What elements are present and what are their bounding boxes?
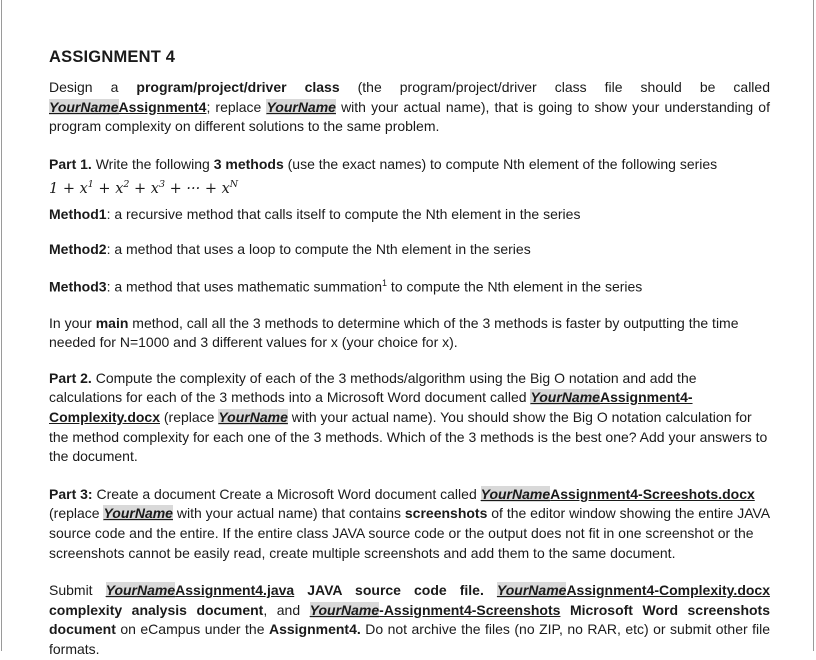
part2-paragraph: Part 2. Compute the complexity of each of the 3 methods/algorithm using the Big O notation and add the calculations for each of the 3 methods into a Microsoft Word document called YourNameAssignment4-Complexity.docx (replace YourName with your actual name). You should show the Big O notation calculation for the method complexity for each one of the 3 methods. Which of the 3 methods is the best one? Add your answers to the document. <box>49 369 768 465</box>
screenshots-filename: YourNameAssignment4-Screeshots.docx <box>480 485 755 502</box>
part1-paragraph: Part 1. Write the following 3 methods (use the exact names) to compute Nth element of the following series <box>49 155 718 172</box>
complexity-filename: YourNameAssignment4-Complexity.docx <box>49 389 693 426</box>
footnote-marker: 1 <box>382 278 388 289</box>
page-title: ASSIGNMENT 4 <box>49 48 176 66</box>
main-method-paragraph: In your main method, call all the 3 methods to determine which of the 3 methods is faster by outputting the time needed for N=1000 and 3 different values for x (your choice for x). <box>49 314 739 351</box>
screenshots-filename-2: YourName-Assignment4-Screenshots <box>309 601 561 618</box>
series-formula: $1 + x^1 + x^2 + x^3$ + ··· + $x^N$ <box>49 179 239 198</box>
method1-paragraph: Method1: a recursive method that calls itself to compute the Nth element in the series <box>49 206 581 223</box>
complexity-filename-2: YourNameAssignment4-Complexity.docx <box>496 582 770 599</box>
java-filename: YourNameAssignment4.java <box>105 582 295 599</box>
part3-paragraph: Part 3: Create a document Create a Microsoft Word document called YourNameAssignment4-Screeshots.docx (replace YourName with your actual name) that contains screenshots of the editor window showing the entire JAVA source code and the entire. If the entire class JAVA source code or the output does not fit in one screenshot or the screenshots cannot be easily read, create multiple screenshots and add them to the same document. <box>49 485 770 561</box>
class-filename: YourNameAssignment4 <box>49 98 207 115</box>
method2-paragraph: Method2: a method that uses a loop to compute the Nth element in the series <box>49 240 531 257</box>
method3-paragraph: Method3: a method that uses mathematic summation$^1$ to compute the Nth element in the series <box>49 278 643 296</box>
intro-paragraph: Design a program/project/driver class (the program/project/driver class file should be called YourNameAssignment4; replace YourName with your actual name), that is going to show your understanding of program complexity on different solutions to the same problem. <box>49 79 770 135</box>
submit-paragraph: Submit YourNameAssignment4.java JAVA source code file. YourNameAssignment4-Complexity.docx complexity analysis document, and YourName-Assignment4-Screenshots Microsoft Word screenshots document on eCampus under the Assignment4. Do not archive the files (no ZIP, no RAR, etc) or submit other file formats. <box>49 582 770 657</box>
document-body <box>49 48 770 660</box>
